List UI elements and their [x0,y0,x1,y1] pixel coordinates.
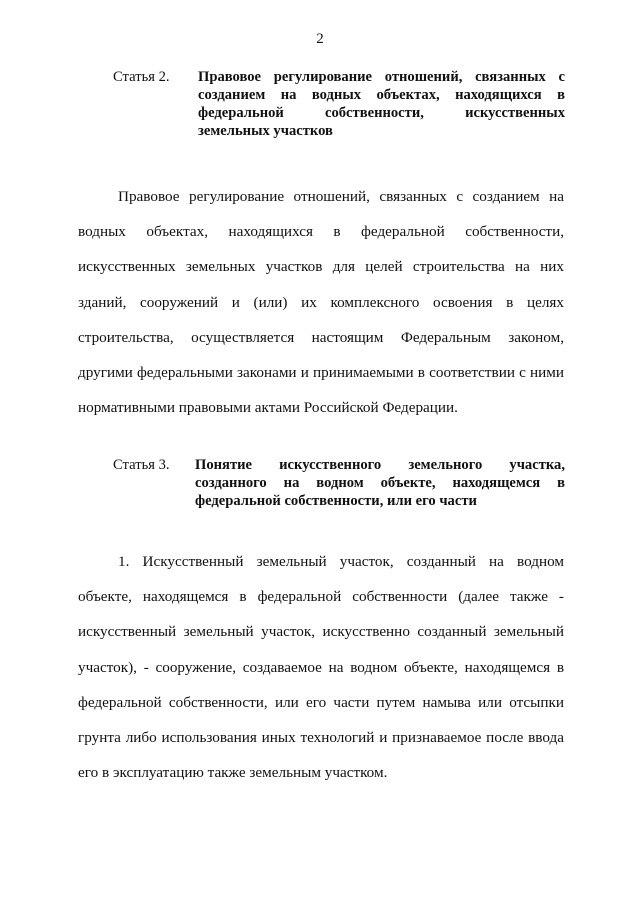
article-3-paragraph: 1. Искусственный земельный участок, созданный на водном объекте, находящемся в федеральной собственности (далее также - искусственный земельный участок, искусственно созданный земельный участок), - сооружение, создаваемое на водном объекте, находящемся в федеральной собственности, или его части путем намыва или отсыпки грунта либо использования иных технологий и признаваемое после ввода его в эксплуатацию также земельным участком. [78,553,564,782]
article-number-label: Статья 3. [113,457,170,473]
article-2-paragraph: Правовое регулирование отношений, связанных с созданием на водных объектах, находящихся в федеральной собственности, искусственных земельных участков для целей строительства на них зданий, сооружений и (или) их комплексного освоения в целях строительства, осуществляется настоящим Федеральным законом, другими федеральными законами и принимаемыми в соответствии с ними нормативными правовыми актами Российской Федерации. [78,188,564,417]
page-number: 2 [316,31,324,47]
article-title: Понятие искусственного земельного участка, созданного на водном объекте, находящемся в федеральной собственности, или его части [195,457,565,509]
article-title: Правовое регулирование отношений, связанных с созданием на водных объектах, находящихся в федеральной собственности, искусственных земельных участков [198,69,565,139]
article-2-heading [113,68,565,140]
article-3-heading [113,456,565,510]
article-number-label: Статья 2. [113,69,170,85]
